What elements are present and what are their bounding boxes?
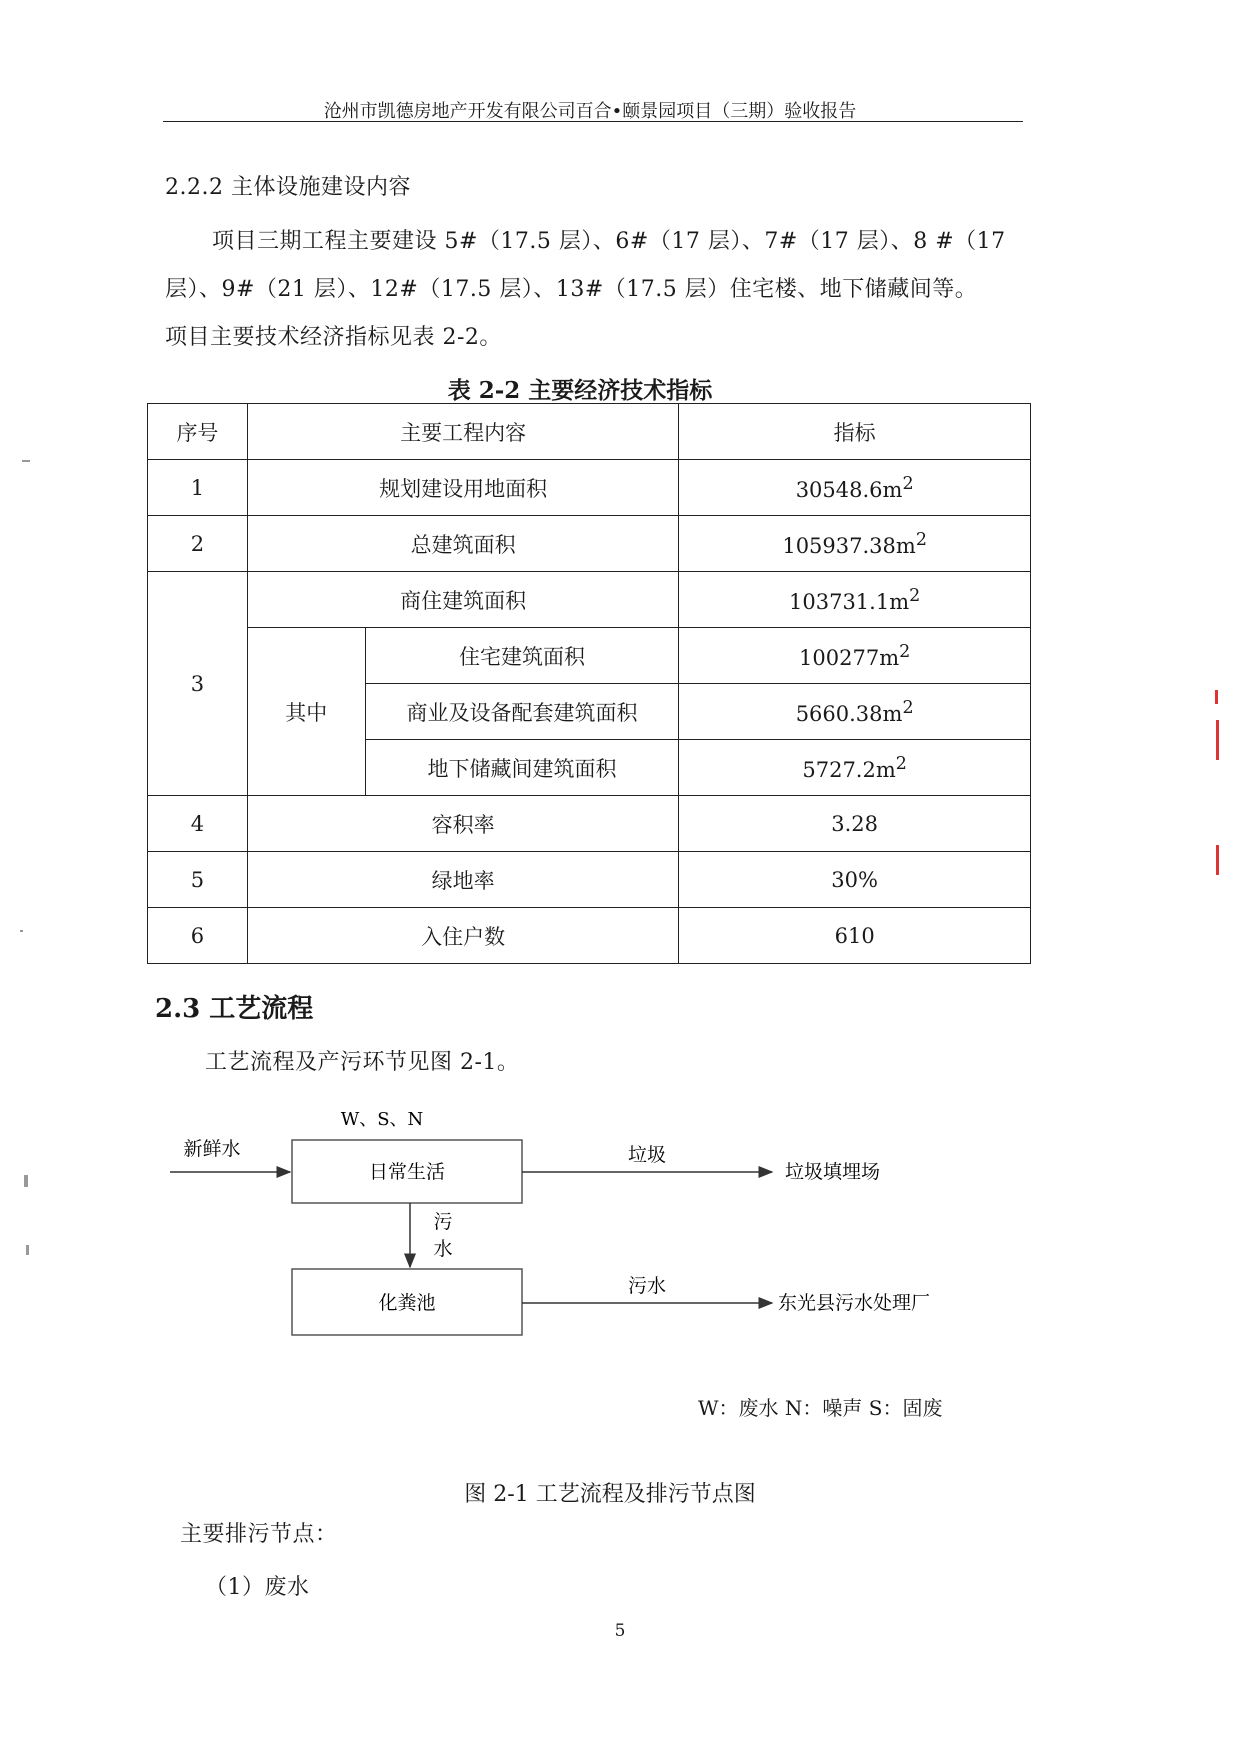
figure-caption: 图 2-1 工艺流程及排污节点图 bbox=[464, 1482, 756, 1507]
row-content: 容积率 bbox=[247, 796, 678, 852]
scan-mark bbox=[1215, 690, 1218, 704]
scan-speck bbox=[22, 460, 30, 462]
value-text: 30548.6m bbox=[795, 477, 903, 502]
header-indicator: 指标 bbox=[679, 404, 1031, 460]
table-header-row bbox=[148, 404, 1031, 460]
row-content: 总建筑面积 bbox=[247, 516, 678, 572]
row-value: 3.28 bbox=[679, 796, 1031, 852]
row-value bbox=[679, 740, 1031, 796]
value-text: 5660.38m bbox=[795, 701, 903, 726]
row-value bbox=[679, 684, 1031, 740]
row-value bbox=[679, 460, 1031, 516]
value-sup: 2 bbox=[899, 641, 911, 662]
septic-tank-label: 化粪池 bbox=[378, 1292, 436, 1314]
input-label: 新鲜水 bbox=[183, 1138, 241, 1160]
value-sup: 2 bbox=[902, 473, 914, 494]
section-222-para-line2: 层）、9#（21 层）、12#（17.5 层）、13#（17.5 层）住宅楼、地下储藏间等。 bbox=[165, 277, 978, 302]
sewage-label-char1: 污 bbox=[433, 1211, 453, 1233]
row-value bbox=[679, 628, 1031, 684]
row-no: 4 bbox=[148, 796, 248, 852]
value-text: 100277m bbox=[799, 645, 900, 670]
header-no: 序号 bbox=[148, 404, 248, 460]
table-row bbox=[148, 908, 1031, 964]
process-flow-diagram bbox=[160, 1105, 950, 1350]
row-content: 绿地率 bbox=[247, 852, 678, 908]
running-header: 沧州市凯德房地产开发有限公司百合•颐景园项目（三期）验收报告 bbox=[323, 101, 857, 122]
scan-mark bbox=[1216, 845, 1219, 875]
row-content: 住宅建筑面积 bbox=[365, 628, 679, 684]
table-caption: 表 2-2 主要经济技术指标 bbox=[447, 377, 713, 404]
row-value: 30% bbox=[679, 852, 1031, 908]
table-row bbox=[148, 516, 1031, 572]
row-content: 规划建设用地面积 bbox=[247, 460, 678, 516]
row-no: 3 bbox=[148, 572, 248, 796]
row-content: 商住建筑面积 bbox=[247, 572, 678, 628]
table-row bbox=[148, 796, 1031, 852]
daily-life-label: 日常生活 bbox=[368, 1161, 446, 1183]
row-content: 商业及设备配套建筑面积 bbox=[365, 684, 679, 740]
scan-mark bbox=[1216, 720, 1219, 760]
page-number: 5 bbox=[614, 1621, 626, 1641]
scan-speck bbox=[20, 930, 23, 932]
value-sup: 2 bbox=[895, 753, 907, 774]
table-row bbox=[148, 572, 1031, 628]
row-no: 1 bbox=[148, 460, 248, 516]
item-1-heading: （1）废水 bbox=[205, 1575, 310, 1600]
row-no: 2 bbox=[148, 516, 248, 572]
row-no: 5 bbox=[148, 852, 248, 908]
section-23-heading: 2.3 工艺流程 bbox=[155, 994, 314, 1024]
main-nodes-heading: 主要排污节点： bbox=[180, 1522, 338, 1547]
garbage-label: 垃圾 bbox=[627, 1144, 667, 1166]
scan-speck bbox=[24, 1175, 28, 1187]
value-text: 5727.2m bbox=[802, 757, 896, 782]
table-row bbox=[148, 460, 1031, 516]
scan-speck bbox=[26, 1245, 29, 1255]
row-value bbox=[679, 572, 1031, 628]
value-sup: 2 bbox=[915, 529, 927, 550]
landfill-label: 垃圾填埋场 bbox=[785, 1161, 881, 1183]
value-text: 105937.38m bbox=[782, 533, 916, 558]
wsn-label: W、S、N bbox=[340, 1109, 424, 1130]
table-row bbox=[148, 852, 1031, 908]
economic-indicators-table bbox=[147, 403, 1031, 964]
treatment-plant-label: 东光县污水处理厂 bbox=[778, 1292, 931, 1314]
row-value: 610 bbox=[679, 908, 1031, 964]
sewage-label-char2: 水 bbox=[433, 1238, 453, 1260]
row-content: 入住户数 bbox=[247, 908, 678, 964]
section-222-heading: 2.2.2 主体设施建设内容 bbox=[165, 175, 411, 200]
row-value bbox=[679, 516, 1031, 572]
row-content: 地下储藏间建筑面积 bbox=[365, 740, 679, 796]
sewage-label: 污水 bbox=[627, 1275, 667, 1297]
header-content: 主要工程内容 bbox=[247, 404, 678, 460]
row-no: 6 bbox=[148, 908, 248, 964]
section-222-para-line1: 项目三期工程主要建设 5#（17.5 层）、6#（17 层）、7#（17 层）、8 #（17 bbox=[212, 229, 1006, 254]
header-rule bbox=[163, 121, 1023, 122]
group-label: 其中 bbox=[247, 628, 365, 796]
value-sup: 2 bbox=[909, 585, 921, 606]
table-row bbox=[148, 628, 1031, 684]
section-23-intro: 工艺流程及产污环节见图 2-1。 bbox=[205, 1050, 520, 1075]
value-sup: 2 bbox=[902, 697, 914, 718]
value-text: 103731.1m bbox=[789, 589, 910, 614]
section-222-para-line3: 项目主要技术经济指标见表 2-2。 bbox=[165, 325, 502, 350]
legend: W：废水 N：噪声 S：固废 bbox=[698, 1396, 943, 1420]
